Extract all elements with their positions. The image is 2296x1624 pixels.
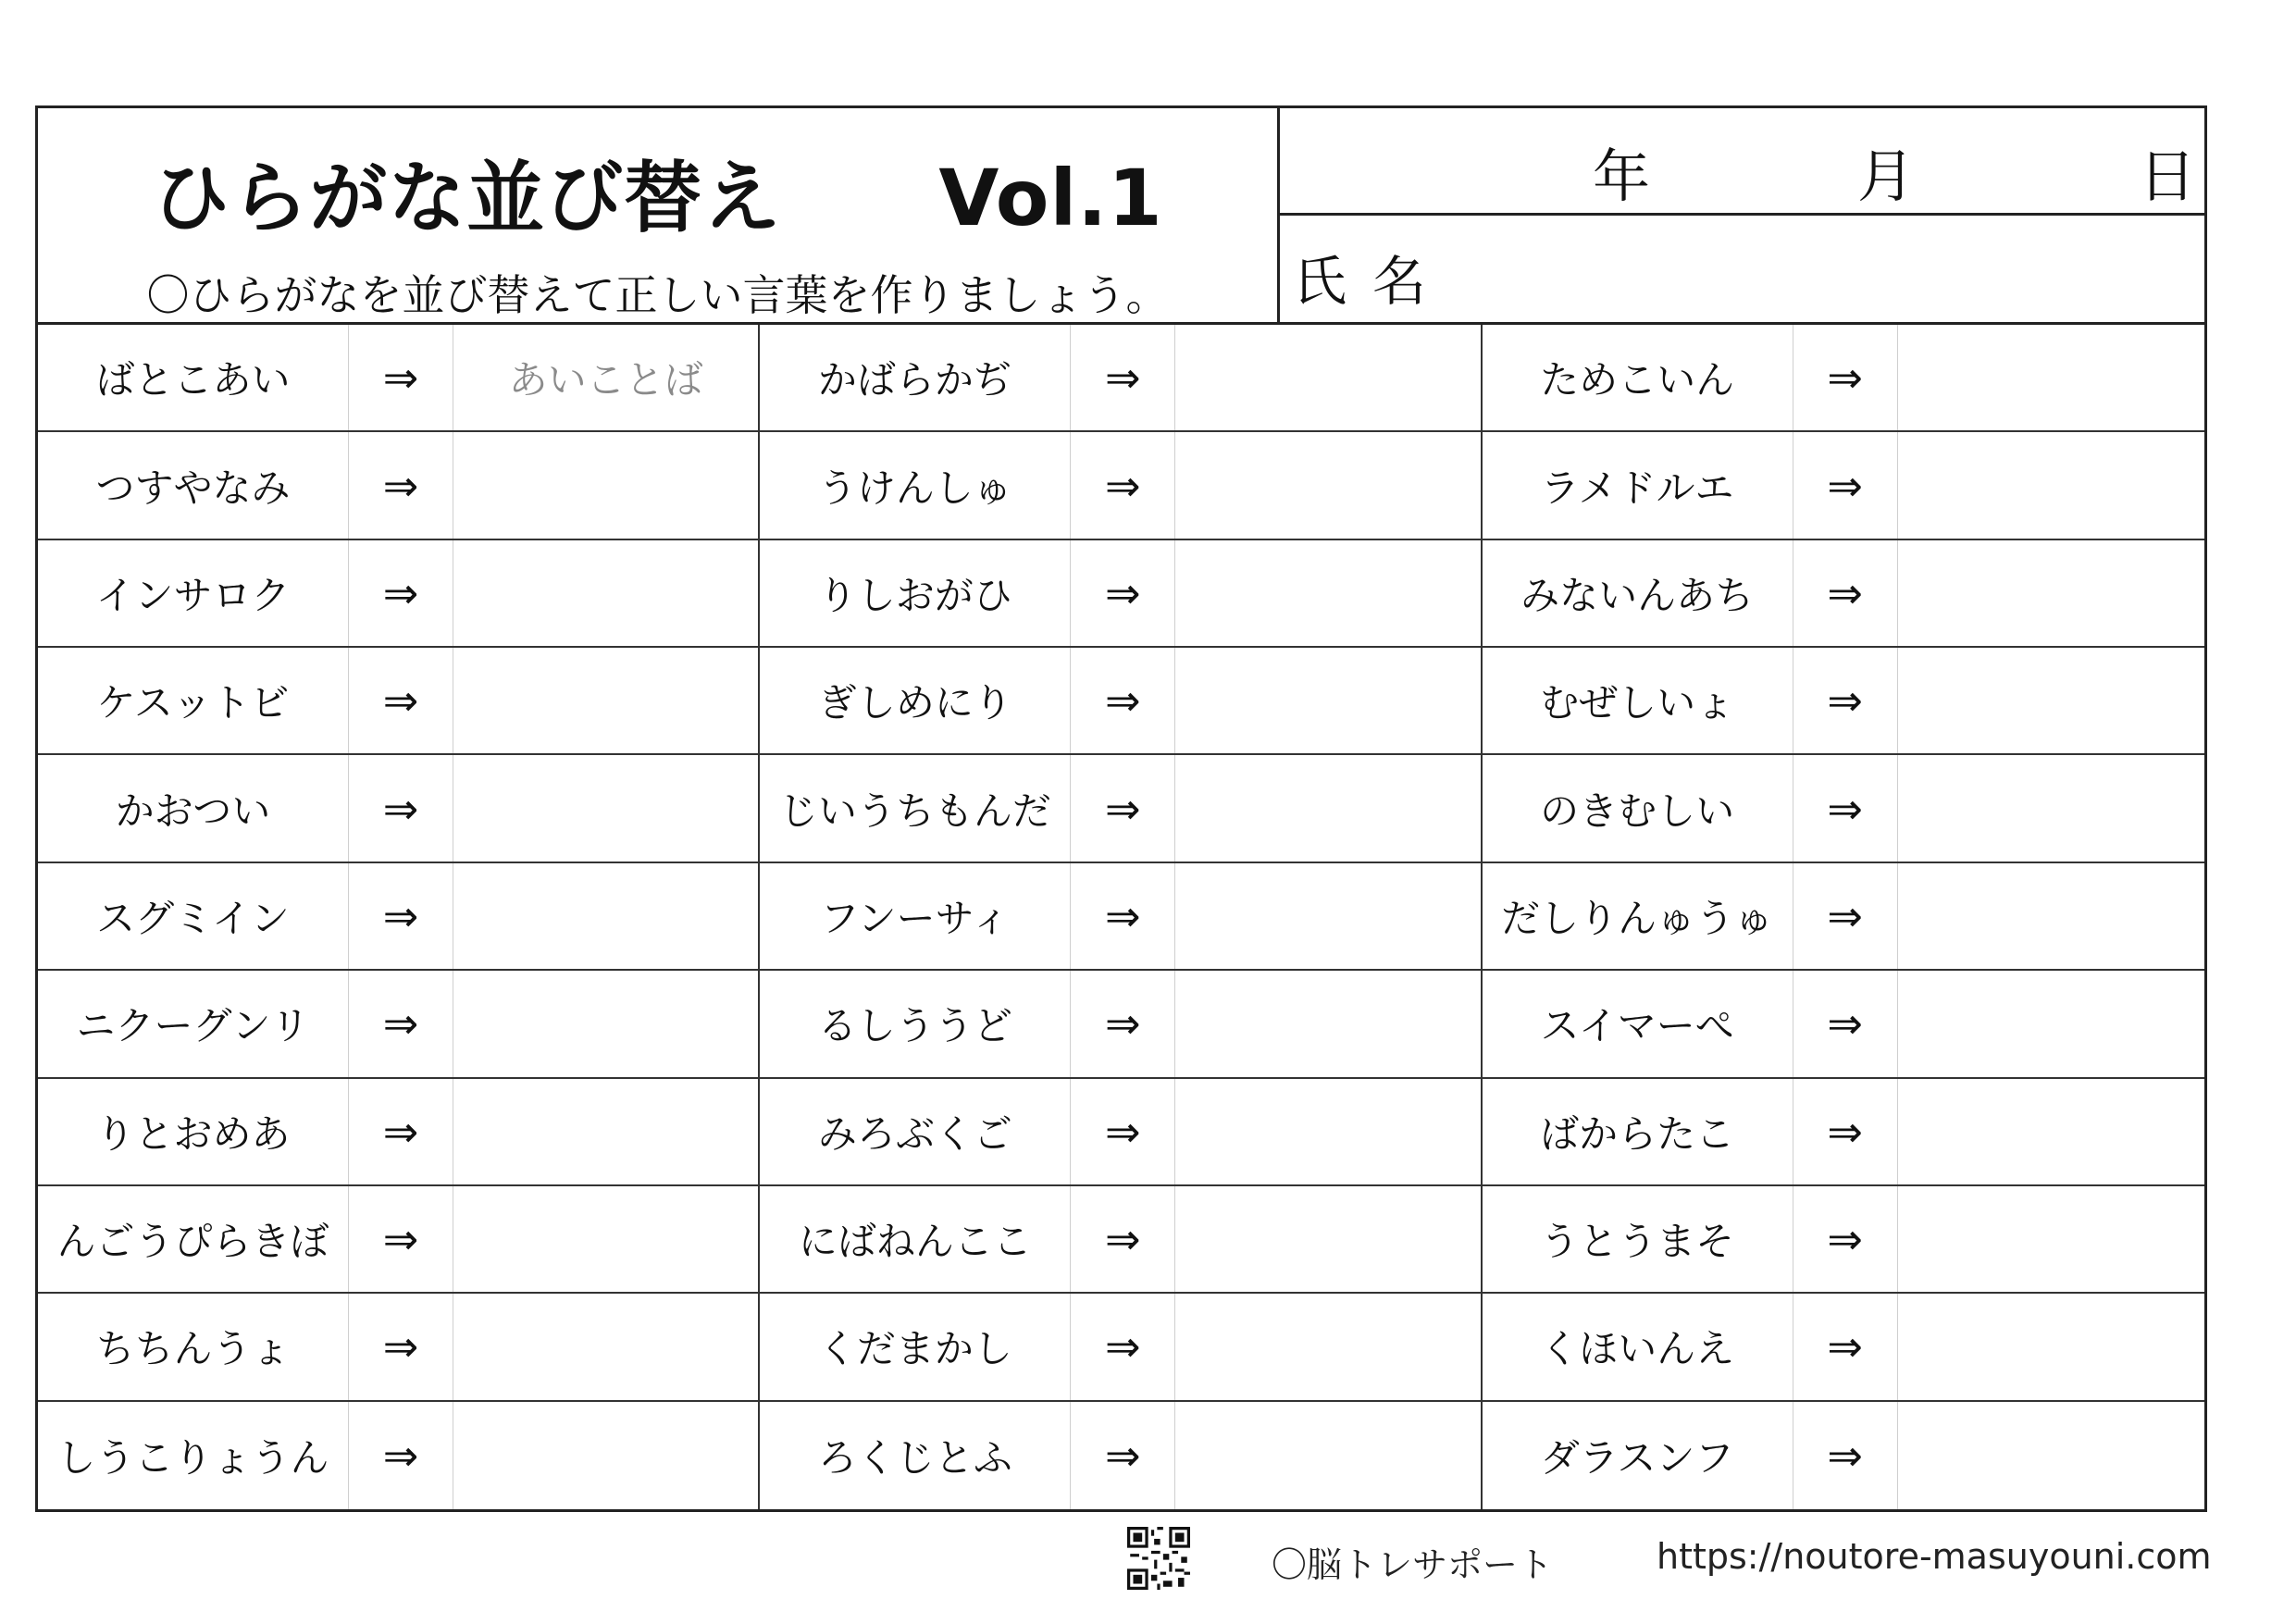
scrambled-word: ラメドルエ (1483, 432, 1793, 538)
puzzle-item (38, 1186, 760, 1294)
answer-field[interactable] (1175, 1079, 1480, 1184)
answer-field[interactable] (1175, 1186, 1480, 1292)
puzzle-item (38, 1294, 760, 1401)
month-label: 月 (1857, 143, 1916, 210)
arrow-icon: ⇒ (1071, 1079, 1175, 1184)
puzzle-item (38, 1079, 760, 1186)
arrow-icon: ⇒ (349, 755, 453, 861)
answer-field[interactable] (1898, 863, 2204, 969)
scrambled-word: むぜしいょ (1483, 648, 1793, 753)
puzzle-item (760, 432, 1482, 539)
scrambled-word: りしおがひ (760, 540, 1071, 646)
arrow-icon: ⇒ (1793, 1294, 1898, 1399)
answer-field[interactable] (1175, 648, 1480, 753)
puzzle-grid (38, 325, 2204, 1509)
puzzle-item (760, 540, 1482, 648)
scrambled-word: りとおめあ (38, 1079, 349, 1184)
scrambled-word: かおつい (38, 755, 349, 861)
arrow-icon: ⇒ (1793, 1079, 1898, 1184)
puzzle-item (760, 755, 1482, 862)
puzzle-item (38, 755, 760, 862)
puzzle-item (38, 971, 760, 1078)
answer-field[interactable] (1898, 648, 2204, 753)
puzzle-item (1483, 648, 2204, 755)
website-url[interactable]: https://noutore-masuyouni.com (1657, 1536, 2212, 1577)
arrow-icon: ⇒ (1071, 971, 1175, 1076)
scrambled-word: るしううど (760, 971, 1071, 1076)
arrow-icon: ⇒ (349, 432, 453, 538)
puzzle-item (760, 863, 1482, 971)
arrow-icon: ⇒ (1071, 1186, 1175, 1292)
answer-field[interactable] (1175, 432, 1480, 538)
puzzle-item (1483, 971, 2204, 1078)
answer-field[interactable] (453, 863, 758, 969)
arrow-icon: ⇒ (1071, 540, 1175, 646)
puzzle-item (1483, 540, 2204, 648)
arrow-icon: ⇒ (1071, 325, 1175, 430)
answer-field[interactable] (1898, 540, 2204, 646)
scrambled-word: しうこりょうん (38, 1402, 349, 1509)
puzzle-item (760, 1294, 1482, 1401)
day-label: 日 (2139, 143, 2197, 210)
arrow-icon: ⇒ (349, 863, 453, 969)
puzzle-item (760, 1186, 1482, 1294)
answer-field[interactable] (453, 1079, 758, 1184)
qr-code-icon (1127, 1527, 1190, 1590)
name-label: 氏名 (1293, 250, 1453, 313)
answer-field[interactable] (1898, 1402, 2204, 1509)
answer-field[interactable] (453, 432, 758, 538)
scrambled-word: うとうまそ (1483, 1186, 1793, 1292)
puzzle-item (1483, 325, 2204, 432)
title-area (38, 108, 1280, 322)
worksheet-header (38, 108, 2204, 325)
instruction-text: 〇ひらがなを並び替えて正しい言葉を作りましょう。 (146, 270, 1169, 320)
scrambled-word: ぎしめにり (760, 648, 1071, 753)
arrow-icon: ⇒ (349, 1402, 453, 1509)
puzzle-item (38, 325, 760, 432)
arrow-icon: ⇒ (349, 971, 453, 1076)
puzzle-item (1483, 432, 2204, 539)
answer-field[interactable] (1898, 432, 2204, 538)
scrambled-word: ばとこあい (38, 325, 349, 430)
arrow-icon: ⇒ (349, 540, 453, 646)
puzzle-item (1483, 1186, 2204, 1294)
answer-field[interactable] (1898, 1186, 2204, 1292)
scrambled-word: ばからたこ (1483, 1079, 1793, 1184)
puzzle-item (38, 540, 760, 648)
scrambled-word: フンーサィ (760, 863, 1071, 969)
date-field[interactable] (1280, 108, 2204, 216)
puzzle-item (38, 648, 760, 755)
arrow-icon: ⇒ (1793, 432, 1898, 538)
name-field[interactable] (1280, 216, 2204, 322)
answer-field[interactable] (1898, 325, 2204, 430)
arrow-icon: ⇒ (349, 1079, 453, 1184)
scrambled-word: みないんあち (1483, 540, 1793, 646)
worksheet-title: ひらがな並び替え Vol.1 (152, 153, 1163, 243)
scrambled-word: にばねんここ (760, 1186, 1071, 1292)
answer-field[interactable] (1898, 755, 2204, 861)
answer-field[interactable] (453, 648, 758, 753)
arrow-icon: ⇒ (1793, 540, 1898, 646)
footer (0, 1518, 2296, 1592)
arrow-icon: ⇒ (1071, 755, 1175, 861)
puzzle-item (1483, 863, 2204, 971)
arrow-icon: ⇒ (1793, 325, 1898, 430)
puzzle-item (38, 1402, 760, 1509)
year-label: 年 (1593, 143, 1651, 210)
scrambled-word: うけんしゅ (760, 432, 1071, 538)
scrambled-word: かばらかぢ (760, 325, 1071, 430)
puzzle-item (1483, 1402, 2204, 1509)
scrambled-word: じいうちもんだ (760, 755, 1071, 861)
arrow-icon: ⇒ (1793, 755, 1898, 861)
answer-field[interactable] (1898, 1294, 2204, 1399)
answer-field[interactable] (453, 540, 758, 646)
scrambled-word: んごうぴらきぼ (38, 1186, 349, 1292)
arrow-icon: ⇒ (1793, 1186, 1898, 1292)
puzzle-item (760, 648, 1482, 755)
puzzle-item (1483, 755, 2204, 862)
answer-field[interactable] (1175, 1294, 1480, 1399)
scrambled-word: ニクーグンリ (38, 971, 349, 1076)
brand-name: 〇脳トレサポート (1272, 1544, 1554, 1585)
puzzle-item (38, 432, 760, 539)
arrow-icon: ⇒ (1071, 1294, 1175, 1399)
answer-field[interactable] (1175, 325, 1480, 430)
puzzle-item (1483, 1079, 2204, 1186)
scrambled-word: ケスットビ (38, 648, 349, 753)
answer-field[interactable] (1898, 971, 2204, 1076)
answer-field[interactable] (1898, 1079, 2204, 1184)
arrow-icon: ⇒ (349, 1186, 453, 1292)
scrambled-word: のきむしい (1483, 755, 1793, 861)
arrow-icon: ⇒ (1793, 1402, 1898, 1509)
answer-field[interactable] (453, 971, 758, 1076)
answer-field[interactable] (453, 755, 758, 861)
scrambled-word: くだまかし (760, 1294, 1071, 1399)
arrow-icon: ⇒ (349, 648, 453, 753)
answer-field[interactable] (1175, 540, 1480, 646)
scrambled-word: ためこいん (1483, 325, 1793, 430)
puzzle-item (760, 971, 1482, 1078)
puzzle-item (38, 863, 760, 971)
scrambled-word: スグミイン (38, 863, 349, 969)
arrow-icon: ⇒ (349, 1294, 453, 1399)
answer-field[interactable] (1175, 971, 1480, 1076)
answer-field[interactable]: あいことば (508, 357, 703, 403)
scrambled-word: インサロク (38, 540, 349, 646)
scrambled-word: ろくじとふ (760, 1402, 1071, 1509)
puzzle-item (1483, 1294, 2204, 1401)
arrow-icon: ⇒ (1793, 648, 1898, 753)
arrow-icon: ⇒ (349, 325, 453, 430)
worksheet (35, 105, 2207, 1512)
answer-field[interactable] (453, 1294, 758, 1399)
scrambled-word: くほいんえ (1483, 1294, 1793, 1399)
arrow-icon: ⇒ (1071, 863, 1175, 969)
arrow-icon: ⇒ (1071, 648, 1175, 753)
answer-field[interactable] (1175, 863, 1480, 969)
scrambled-word: つすやなみ (38, 432, 349, 538)
puzzle-item (760, 1079, 1482, 1186)
answer-field[interactable] (453, 1186, 758, 1292)
puzzle-item (760, 325, 1482, 432)
puzzle-item (760, 1402, 1482, 1509)
arrow-icon: ⇒ (1793, 971, 1898, 1076)
arrow-icon: ⇒ (1071, 432, 1175, 538)
answer-field[interactable] (1175, 1402, 1480, 1509)
scrambled-word: だしりんゅうゅ (1483, 863, 1793, 969)
arrow-icon: ⇒ (1071, 1402, 1175, 1509)
scrambled-word: みろぶくご (760, 1079, 1071, 1184)
answer-field[interactable] (453, 1402, 758, 1509)
scrambled-word: ダラスンフ (1483, 1402, 1793, 1509)
answer-field[interactable] (1175, 755, 1480, 861)
scrambled-word: スイマーぺ (1483, 971, 1793, 1076)
scrambled-word: ちちんうょ (38, 1294, 349, 1399)
arrow-icon: ⇒ (1793, 863, 1898, 969)
